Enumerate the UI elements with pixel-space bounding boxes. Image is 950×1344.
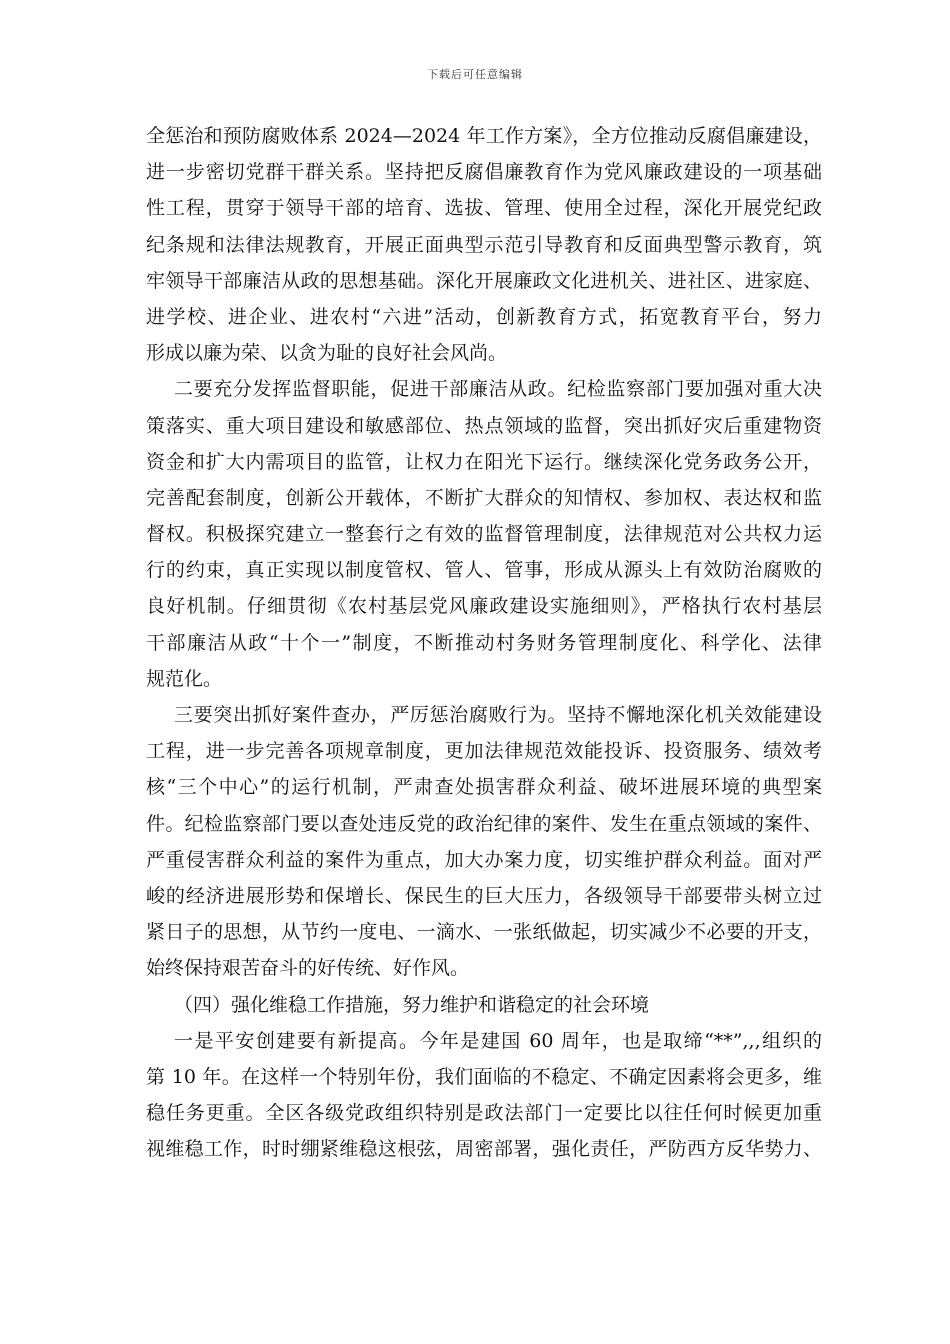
text-line: 二要充分发挥监督职能，促进干部廉洁从政。纪检监察部门要加强对重大决: [174, 378, 822, 401]
text-line: 始终保持艰苦奋斗的好传统、好作风。: [146, 957, 470, 980]
document-body: [146, 118, 822, 1167]
text-line: 行的约束，真正实现以制度管权、管人、管事，形成从源头上有效防治腐败的: [146, 559, 822, 582]
text-line: （四）强化维稳工作措施，努力维护和谐稳定的社会环境: [174, 993, 650, 1016]
text-line: 完善配套制度，创新公开载体，不断扩大群众的知情权、参加权、表达权和监: [146, 486, 822, 509]
text-line: 策落实、重大项目建设和敏感部位、热点领域的监督，突出抓好灾后重建物资: [146, 414, 822, 437]
text-line: 第 10 年。在这样一个特别年份，我们面临的不稳定、不确定因素将会更多，维: [146, 1065, 822, 1088]
text-line: 纪条规和法律法规教育，开展正面典型示范引导教育和反面典型警示教育，筑: [146, 233, 822, 256]
paragraph: [146, 1023, 822, 1168]
page-header: 下载后可任意编辑: [427, 68, 523, 81]
paragraph: [146, 118, 822, 371]
text-line: 工程，进一步完善各项规章制度，更加法律规范效能投诉、投资服务、绩效考: [146, 740, 822, 763]
text-line: 进一步密切党群干群关系。坚持把反腐倡廉教育作为党风廉政建设的一项基础: [146, 161, 822, 184]
text-line: 核“三个中心”的运行机制，严肃查处损害群众利益、破坏进展环境的典型案: [146, 776, 822, 799]
text-line: 规范化。: [146, 667, 223, 690]
text-line: 形成以廉为荣、以贪为耻的良好社会风尚。: [146, 342, 508, 365]
text-line: 峻的经济进展形势和保增长、保民生的巨大压力，各级领导干部要带头树立过: [146, 884, 822, 907]
paragraph: [146, 697, 822, 987]
text-line: 全惩治和预防腐败体系 2024—2024 年工作方案》，全方位推动反腐倡廉建设，: [146, 125, 822, 147]
text-line: 资金和扩大内需项目的监管，让权力在阳光下运行。继续深化党务政务公开，: [146, 450, 822, 473]
text-line: 性工程，贯穿于领导干部的培育、选拔、管理、使用全过程，深化开展党纪政: [146, 197, 822, 220]
text-line: 三要突出抓好案件查办，严厉惩治腐败行为。坚持不懈地深化机关效能建设: [174, 704, 822, 726]
paragraph: [146, 371, 822, 697]
text-line: 良好机制。仔细贯彻《农村基层党风廉政建设实施细则》，严格执行农村基层: [146, 595, 822, 618]
text-line: 件。纪检监察部门要以查处违反党的政治纪律的案件、发生在重点领域的案件、: [146, 812, 822, 835]
text-line: 稳任务更重。全区各级党政组织特别是政法部门一定要比以往任何时候更加重: [146, 1102, 822, 1125]
text-line: 牢领导干部廉洁从政的思想基础。深化开展廉政文化进机关、进社区、进家庭、: [146, 269, 822, 292]
text-line: 视维稳工作，时时绷紧维稳这根弦，周密部署，强化责任，严防西方反华势力、: [146, 1138, 822, 1161]
text-line: 进学校、进企业、进农村“六进”活动，创新教育方式，拓宽教育平台，努力: [146, 305, 822, 328]
text-line: 干部廉洁从政“十个一”制度，不断推动村务财务管理制度化、科学化、法律: [146, 631, 822, 654]
text-line: 督权。积极探究建立一整套行之有效的监督管理制度，法律规范对公共权力运: [146, 523, 822, 546]
text-line: 严重侵害群众利益的案件为重点，加大办案力度，切实维护群众利益。面对严: [146, 848, 822, 871]
text-line: 一是平安创建要有新提高。今年是建国 60 周年，也是取缔“**”,,,组织的: [174, 1029, 822, 1052]
paragraph: [146, 987, 822, 1023]
text-line: 紧日子的思想，从节约一度电、一滴水、一张纸做起，切实减少不必要的开支，: [146, 921, 822, 944]
